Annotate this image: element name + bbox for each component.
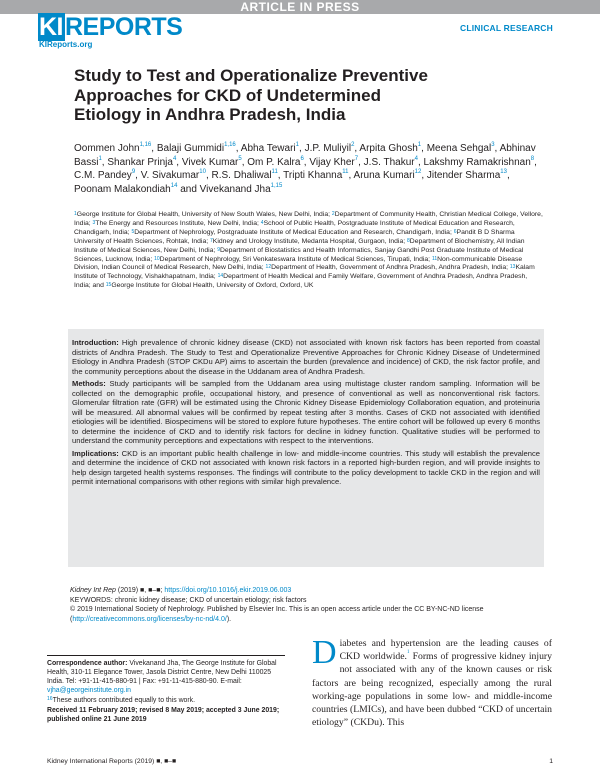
author-list: Oommen John$^{1,16}$, Balaji Gummidi$^{1,16}$, Abha Tewari$^1$, J.P. Muliyil$^2$, Arpita Ghosh$^1$, Meena Sehgal$^3$, Abhinav Bassi$^1$, Shankar Prinja$^4$, Vivek Kumar$^5$, Om P. Kalra$^6$, Vijay Kher$^7$, J.S. Thakur$^4$, Lakshmy Ramakrishnan$^8$, C.M. Pandey$^9$, V. Sivakumar$^{10}$, R.S. Dhaliwal$^{11}$, Tripti Khanna$^{11}$, Aruna Kumari$^{12}$, Jitender Sharma$^{13}$, Poonam Malakondiah$^{14}$ and Vivekanand Jha$^{1,15}$	[74, 142, 537, 195]
author-affiliation-ref[interactable]: 5	[238, 155, 242, 162]
author-name[interactable]: Vijay Kher	[309, 156, 355, 168]
affiliation-number: 15	[105, 282, 112, 289]
affiliation-text: The Energy and Resources Institute, New Delhi, India;	[95, 219, 261, 227]
abstract-box	[68, 329, 544, 567]
affiliation-number: 11	[431, 255, 438, 262]
section-label: CLINICAL RESEARCH	[460, 23, 553, 33]
body-text-continued: Forms of progressive kidney injury not associated with any of the known causes or risk factors are being recognized, especially among the rural working-age populations in some low- and middle-income countries (LMICs), and have been dubbed “CKD of uncertain etiology” (CKDu). This	[312, 651, 553, 729]
author-affiliation-ref[interactable]: 1,15	[270, 182, 283, 189]
author-affiliation-ref[interactable]: 11	[271, 169, 278, 175]
author-affiliation-ref[interactable]: 4	[414, 155, 418, 162]
equal-contribution-note	[47, 696, 285, 705]
author-affiliation-ref[interactable]: 10	[199, 169, 206, 175]
author-affiliation-ref[interactable]: 11	[342, 169, 349, 175]
copyright-text: © 2019 International Society of Nephrology. Published by Elsevier Inc. This is an open access article under the CC BY-NC-ND license (	[70, 606, 484, 623]
author-name[interactable]: R.S. Dhaliwal	[211, 170, 272, 181]
author-name[interactable]: Vivekanand Jha	[199, 183, 271, 195]
author-name[interactable]: J.S. Thakur	[363, 156, 415, 168]
logo-reports: REPORTS	[65, 13, 183, 41]
affiliation-text: Pandit B D Sharma University of Health Sciences, Rohtak, India;	[74, 228, 515, 245]
author-affiliation-ref[interactable]: 2	[351, 142, 355, 148]
keywords-line	[70, 596, 546, 606]
author-and: and	[180, 183, 197, 195]
author-affiliation-ref[interactable]: 6	[300, 155, 304, 162]
affiliation-number: 4	[260, 219, 264, 226]
correspondence-label: Correspondence author:	[47, 660, 128, 667]
copyright-line	[70, 605, 546, 624]
affiliation-number: 3	[92, 219, 96, 226]
author-affiliation-ref[interactable]: 7	[354, 155, 359, 162]
author-name[interactable]: Abhinav Bassi	[74, 143, 536, 168]
abstract-intro-text: High prevalence of chronic kidney disease (CKD) not associated with known risk factors has been reported from coastal districts of Andhra Pradesh. The Study to Test and Operationalize Preventive Approaches for Chronic Kidney Disease of Undetermined Etiology in Andhra Pradesh (STOP CKDu AP) aims to ascertain the burden (prevalence and incidence) of CKD, the risk factor profile, and the community perceptions about the disease in the Uddanam area of Andhra Pradesh.	[72, 338, 540, 376]
affiliation-text: Department of Biostatistics and Health Informatics, Sanjay Gandhi Post Graduate Institute of Medical Sciences, Lucknow, India;	[74, 246, 524, 263]
author-name[interactable]: Abha Tewari	[240, 143, 296, 154]
author-affiliation-ref[interactable]: 1	[295, 142, 299, 148]
abstract-methods-heading: Methods:	[72, 379, 106, 388]
author-name[interactable]: Poonam Malakondiah	[74, 183, 171, 195]
author-name[interactable]: Jitender Sharma	[426, 170, 501, 181]
reference-1-link[interactable]: 1	[406, 650, 410, 656]
correspondence-block	[47, 655, 285, 725]
license-close: ).	[226, 615, 232, 623]
correspondence-text	[47, 659, 285, 695]
abstract-introduction	[72, 338, 540, 376]
affiliation-number: 8	[407, 237, 410, 244]
affiliation-number: 1	[74, 211, 77, 217]
author-name[interactable]: V. Sivakumar	[140, 170, 200, 181]
abstract-implications	[72, 449, 540, 487]
author-name[interactable]: Aruna Kumari	[353, 170, 415, 181]
author-affiliation-ref[interactable]: 1	[417, 142, 422, 148]
note-number: 16	[47, 696, 53, 702]
article-in-press-label: ARTICLE IN PRESS	[240, 0, 360, 14]
affiliation-number: 6	[453, 228, 457, 235]
abstract-intro-heading: Introduction:	[72, 338, 119, 347]
title-line-1: Study to Test and Operationalize Preventive	[74, 66, 428, 85]
author-name[interactable]: Vivek Kumar	[181, 156, 239, 168]
correspondence-address: Vivekanand Jha, The George Institute for Global Health, 310-11 Elegance Tower, Jasola District Centre, New Delhi 110025 India. Tel: +91-11-415-880-91 | Fax: +91-11-415-880-90. E-mail:	[47, 660, 277, 685]
abstract-methods	[72, 379, 540, 446]
affiliation-text: Department of Biochemistry, All Indian Institute of Medical Sciences, New Delhi, India;	[74, 237, 525, 254]
author-affiliation-ref[interactable]: 1	[98, 155, 102, 162]
author-name[interactable]: Tripti Khanna	[283, 170, 343, 181]
citation-rest: (2019) ■, ■–■;	[115, 587, 165, 594]
abstract-impl-text: CKD is an important public health challenge in low- and middle-income countries. This study will establish the prevalence and determine the incidence of CKD not associated with known risk factors in a reported high-burden region, and will provide insights to help design targeted health systems responses. The findings will contribute to the policy development to tackle CKD in the region and will permit international comparisons with other regions with similar high prevalence.	[72, 448, 540, 486]
logo-ki: KI	[39, 13, 63, 41]
author-name[interactable]: C.M. Pandey	[74, 170, 132, 181]
article-meta	[70, 586, 546, 624]
author-name[interactable]: Meena Sehgal	[426, 143, 492, 154]
affiliation-text: Department of Health Medical and Family Welfare, Government of Andhra Pradesh, Andhra Pradesh, India; and	[74, 273, 528, 290]
doi-link[interactable]: https://doi.org/10.1016/j.ekir.2019.06.003	[164, 587, 292, 594]
author-name[interactable]: Oommen John	[74, 143, 140, 154]
affiliation-text: George Institute for Global Health, University of Oxford, Oxford, UK	[111, 282, 314, 290]
author-affiliation-ref[interactable]: 1,16	[139, 142, 152, 148]
affiliation-text: Department of Nephrology, Sri Venkateswara Institute of Medical Sciences, Tirupati, India;	[159, 255, 432, 263]
affiliation-text: Kalam Institute of Technology, Vishakhapatnam, India;	[74, 264, 535, 281]
affiliation-text: Department of Health, Government of Andhra Pradesh, Andhra Pradesh, India;	[271, 264, 510, 272]
author-name[interactable]: Arpita Ghosh	[359, 143, 418, 154]
footer-page-number: 1	[549, 758, 553, 765]
author-affiliation-ref[interactable]: 3	[491, 142, 495, 148]
title-line-2: Approaches for CKD of Undetermined	[74, 85, 381, 105]
title-line-3: Etiology in Andhra Pradesh, India	[74, 105, 346, 124]
affiliation-text: George Institute for Global Health, University of New South Wales, New Delhi, India;	[76, 211, 332, 218]
footer-journal: Kidney International Reports (2019) ■, ■–■	[47, 758, 177, 765]
author-name[interactable]: Lakshmy Ramakrishnan	[423, 156, 531, 168]
article-title	[74, 66, 494, 125]
author-name[interactable]: Balaji Gummidi	[156, 143, 225, 154]
journal-url-link[interactable]: KIReports.org	[39, 40, 93, 49]
affiliation-number: 14	[217, 273, 224, 280]
affiliation-text: School of Public Health, Postgraduate Institute of Medical Education and Research, Chandigarh, India;	[74, 219, 515, 236]
abstract-impl-heading: Implications:	[72, 448, 119, 458]
author-affiliation-ref[interactable]: 8	[530, 155, 535, 162]
keywords-label: KEYWORDS:	[70, 596, 113, 604]
affiliation-number: 2	[331, 211, 335, 217]
abstract-methods-text: Study participants will be sampled from the Uddanam area using multistage cluster random sampling. Information will be collected on the demographic profile, occupational history, and presence of conventional as well as nonconventional risk factors. Glomerular filtration rate (GFR) will be estimated using the Chronic Kidney Disease Epidemiology Collaboration equation, and proteinuria will be measured. All abnormal values will be confirmed by repeat testing after 3 months. Cases of CKD not associated with identified etiologies will be identified. Biospecimens will be stored to explore future hypotheses. The entire cohort will be followed up every 6 months to determine the incidence of CKD and to identify risk factors for decline in kidney function. Qualitative studies will be performed to understand the community perceptions and expectations with respect to the interventions.	[72, 379, 540, 445]
note-text: These authors contributed equally to this work.	[52, 697, 196, 704]
author-affiliation-ref[interactable]: 1,16	[224, 142, 236, 148]
author-affiliation-ref[interactable]: 13	[500, 169, 507, 175]
author-affiliation-ref[interactable]: 12	[414, 169, 422, 175]
affiliation-text: Kidney and Urology Institute, Medanta Hospital, Gurgaon, India;	[212, 237, 407, 245]
journal-logo[interactable]	[38, 14, 182, 40]
author-affiliation-ref[interactable]: 4	[172, 155, 177, 162]
body-text-column	[312, 634, 553, 729]
affiliations	[74, 211, 544, 291]
affiliation-number: 7	[210, 237, 213, 244]
affiliation-number: 13	[509, 264, 516, 271]
affiliation-text: Non-communicable Disease Division, Indian Council of Medical Research, New Delhi, India;	[74, 255, 523, 272]
license-link[interactable]: http://creativecommons.org/licenses/by-nc-nd/4.0/	[72, 615, 227, 623]
correspondence-email-link[interactable]: vjha@georgeinstitute.org.in	[47, 687, 131, 694]
citation-journal: Kidney Int Rep	[70, 587, 116, 594]
affiliation-number: 9	[217, 246, 220, 253]
received-dates: Received 11 February 2019; revised 8 May 2019; accepted 3 June 2019; published online 21 June 2019	[47, 707, 280, 723]
affiliation-text: Department of Nephrology, Postgraduate Institute of Medical Education and Research, Chandigarh, India;	[134, 228, 454, 236]
affiliation-number: 10	[154, 255, 160, 262]
dropcap-letter: D	[312, 634, 337, 671]
affiliation-text: Department of Community Health, Christian Medical College, Vellore, India;	[74, 211, 543, 227]
body-text-start: iabetes and hypertension are the leading causes of CKD worldwide.	[339, 638, 552, 663]
citation-line	[70, 586, 546, 596]
author-affiliation-ref[interactable]: 9	[131, 169, 136, 175]
affiliation-number: 12	[265, 264, 272, 271]
author-affiliation-ref[interactable]: 14	[170, 182, 178, 189]
author-name[interactable]: Om P. Kalra	[247, 156, 301, 168]
keywords-text: chronic kidney disease; CKD of uncertain etiology; risk factors	[112, 596, 307, 604]
author-name[interactable]: J.P. Muliyil	[304, 143, 352, 154]
affiliation-number: 5	[131, 228, 135, 235]
author-name[interactable]: Shankar Prinja	[107, 156, 173, 168]
